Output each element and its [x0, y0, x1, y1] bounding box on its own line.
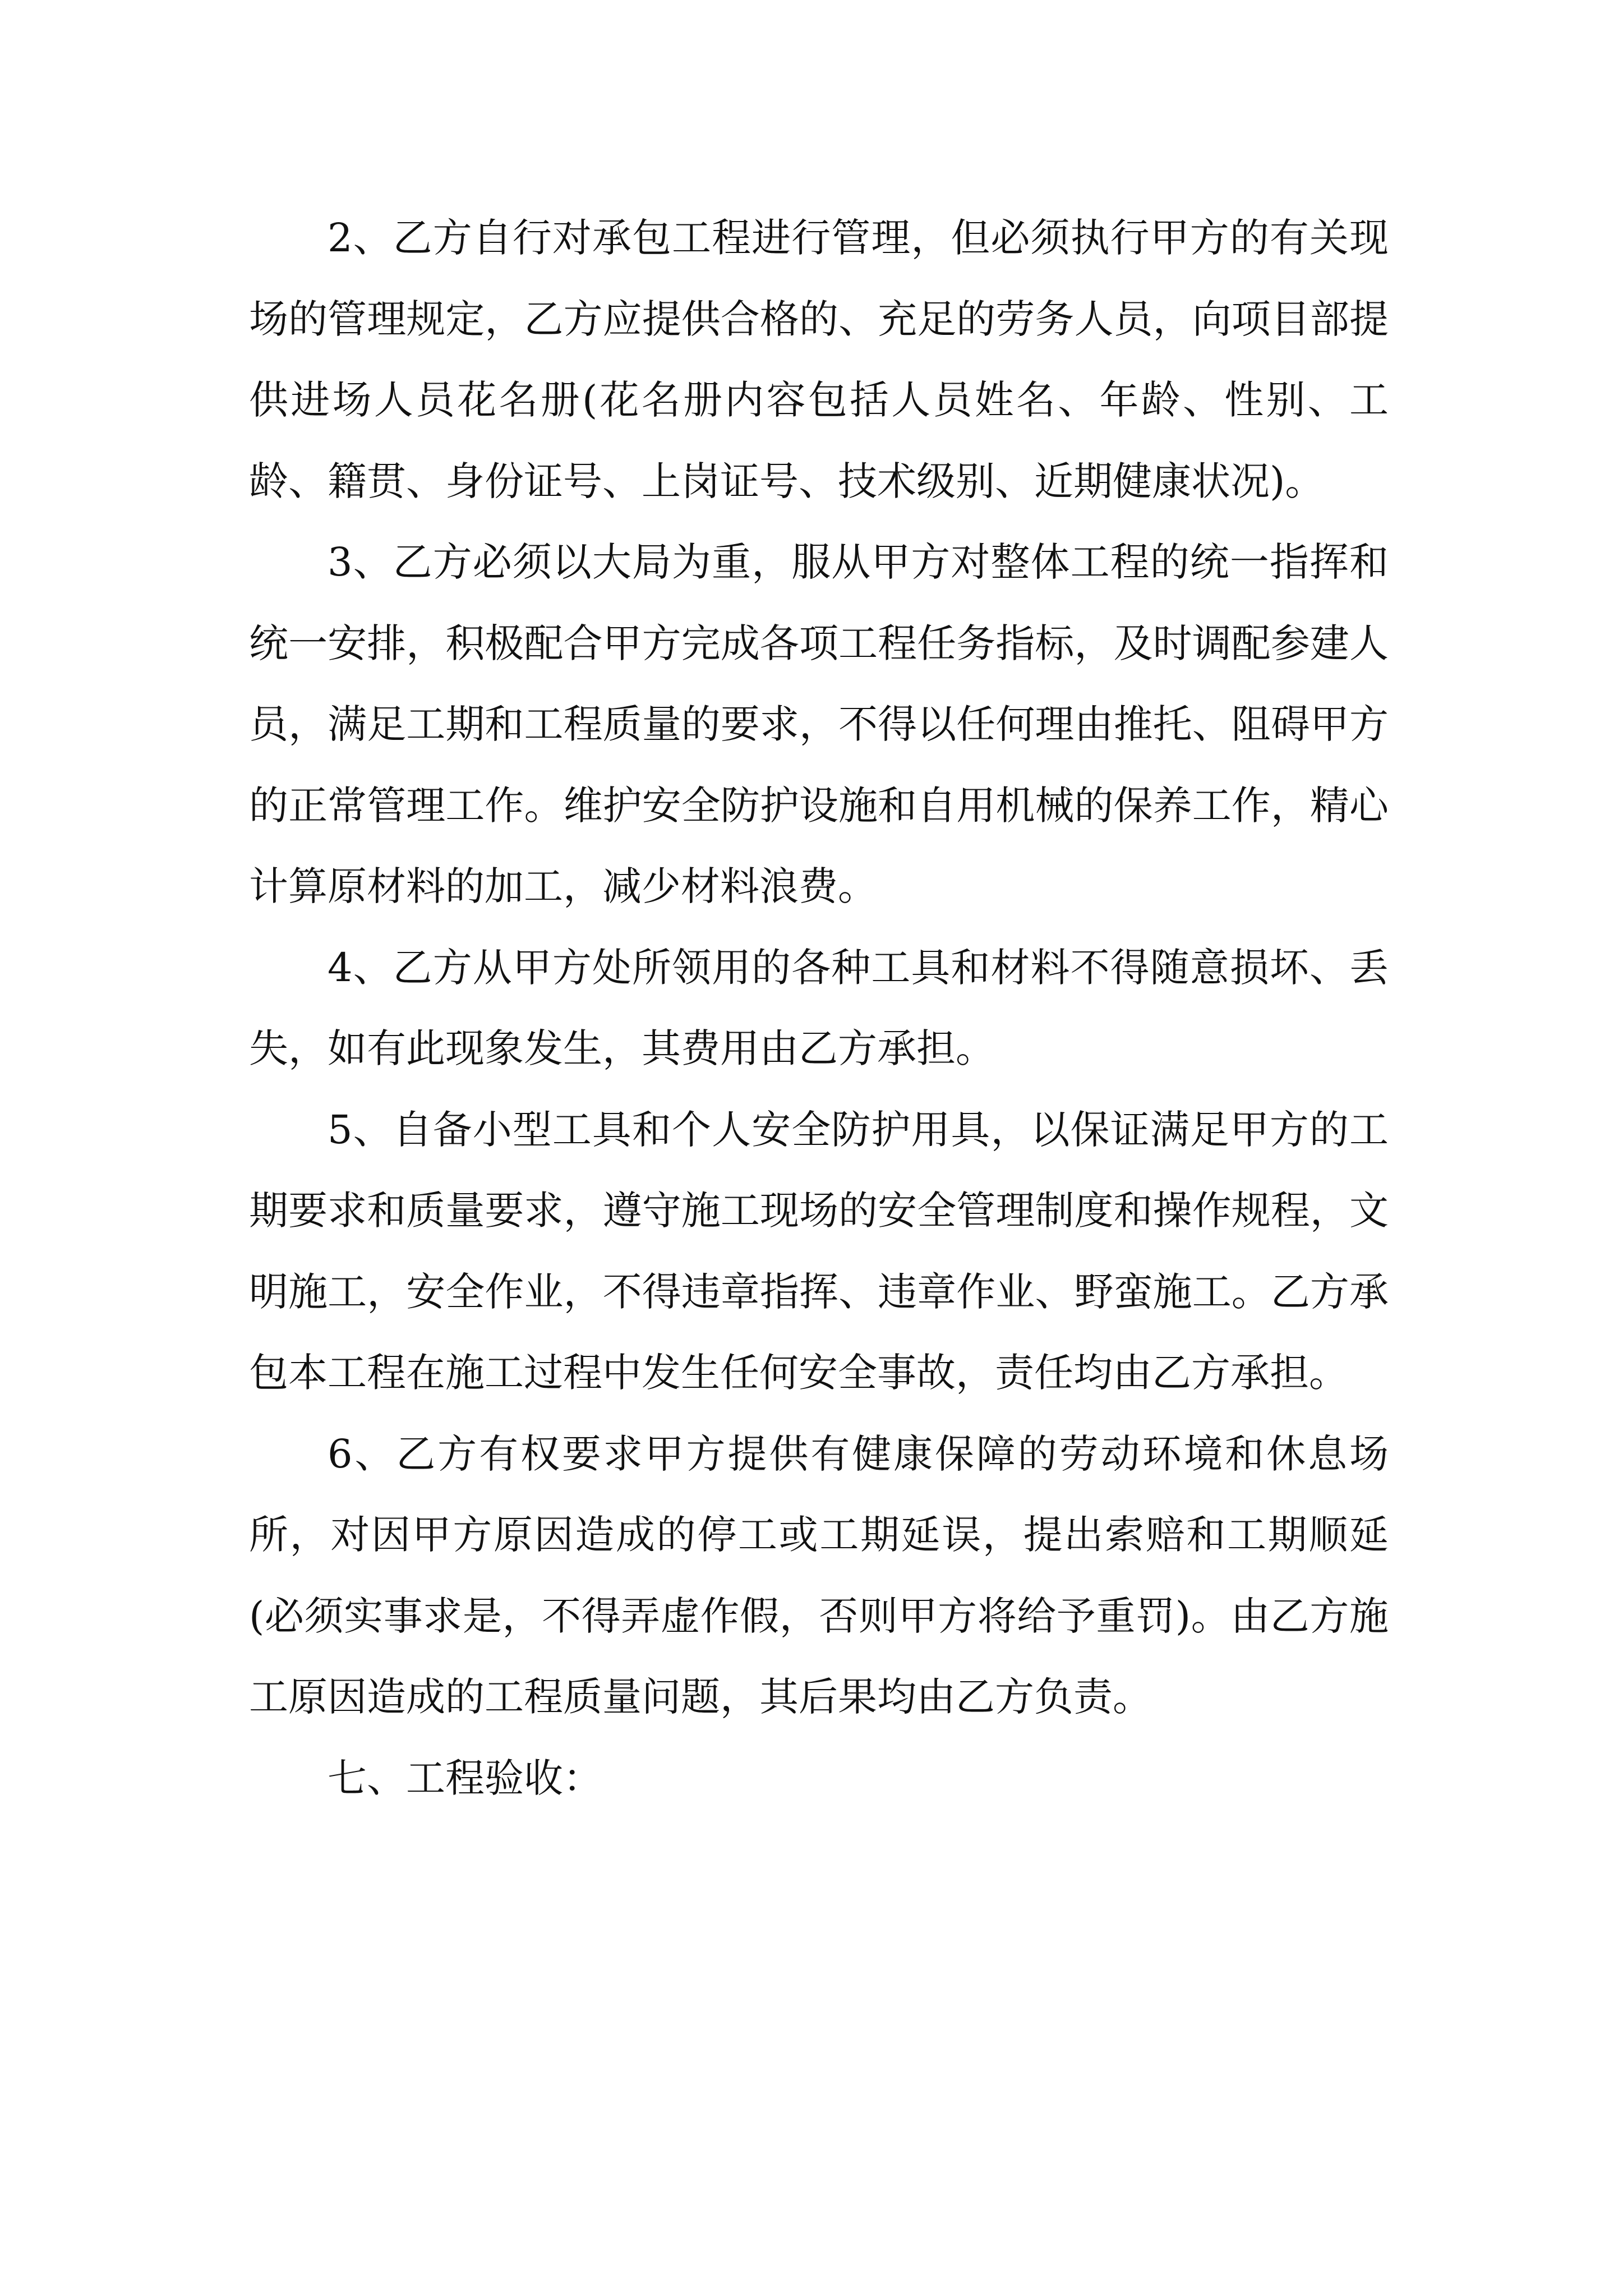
clause-3-paragraph: 3、乙方必须以大局为重，服从甲方对整体工程的统一指挥和统一安排，积极配合甲方完成各项工程任务指标，及时调配参建人员，满足工期和工程质量的要求，不得以任何理由推托、阻碍甲方的正常管理工作。维护安全防护设施和自用机械的保养工作，精心计算原材料的加工，减少材料浪费。	[249, 539, 1389, 909]
clause-2-paragraph: 2、乙方自行对承包工程进行管理，但必须执行甲方的有关现场的管理规定，乙方应提供合格的、充足的劳务人员，向项目部提供进场人员花名册(花名册内容包括人员姓名、年龄、性别、工龄、籍贯、身份证号、上岗证号、技术级别、近期健康状况)。	[249, 215, 1389, 504]
document-body	[249, 197, 1389, 1819]
clause-5-paragraph: 5、自备小型工具和个人安全防护用具，以保证满足甲方的工期要求和质量要求，遵守施工现场的安全管理制度和操作规程，文明施工，安全作业，不得违章指挥、违章作业、野蛮施工。乙方承包本工程在施工过程中发生任何安全事故，责任均由乙方承担。	[249, 1106, 1389, 1396]
clause-4-paragraph: 4、乙方从甲方处所领用的各种工具和材料不得随意损坏、丢失，如有此现象发生，其费用由乙方承担。	[249, 944, 1389, 1071]
section-heading-acceptance: 七、工程验收：	[328, 1755, 602, 1801]
clause-6-paragraph: 6、乙方有权要求甲方提供有健康保障的劳动环境和休息场所，对因甲方原因造成的停工或工期延误，提出索赔和工期顺延(必须实事求是，不得弄虚作假，否则甲方将给予重罚)。由乙方施工原因造成的工程质量问题，其后果均由乙方负责。	[249, 1430, 1389, 1720]
